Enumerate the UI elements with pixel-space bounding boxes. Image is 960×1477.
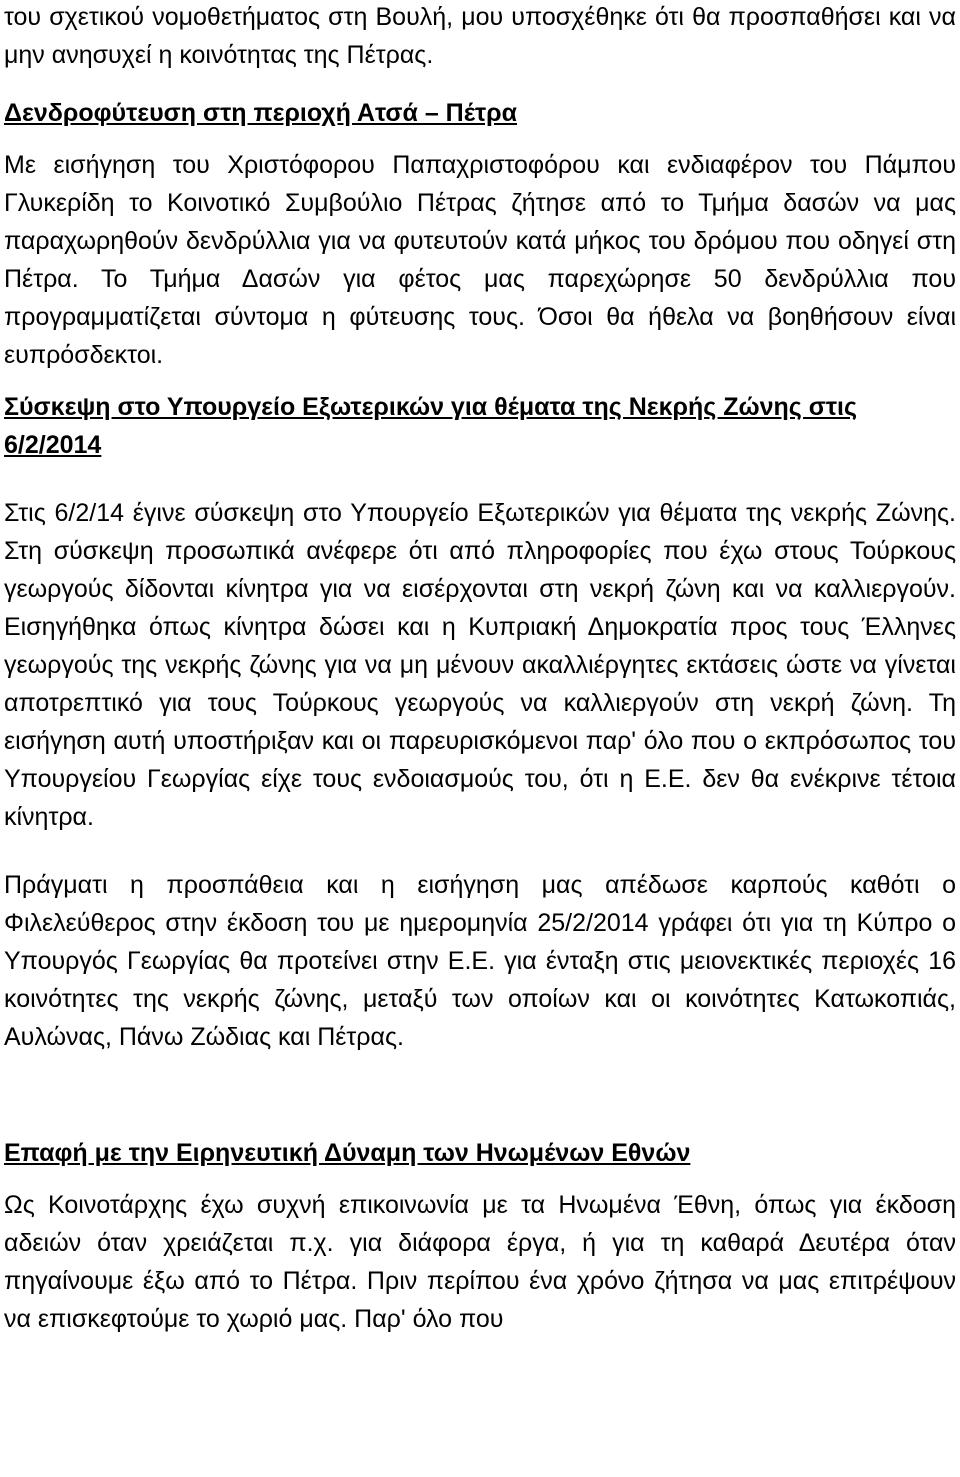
spacer [4, 132, 956, 146]
paragraph-foreign-ministry-meeting: Στις 6/2/14 έγινε σύσκεψη στο Υπουργείο Εξωτερικών για θέματα της νεκρής Ζώνης. Στη σύσκεψη προσωπικά ανέφερε ότι από πληροφορίες που έχω στους Τούρκους γεωργούς δίδονται κίνητρα για να εισέρχονται στη νεκρή ζώνη και να καλλιεργούν. Εισηγήθηκα όπως κίνητρα δώσει και η Κυπριακή Δημοκρατία προς τους Έλληνες γεωργούς της νεκρής ζώνης για να μη μένουν ακαλλιέργητες εκτάσεις ώστε να γίνεται αποτρεπτικό για τους Τούρκους γεωργούς να καλλιεργούν στη νεκρή ζώνη. Τη εισήγηση αυτή υποστήριξαν και οι παρευρισκόμενοι παρ' όλο που ο εκπρόσωπος του Υπουργείου Γεωργίας είχε τους ενδοιασμούς του, ότι η Ε.Ε. δεν θα ενέκρινε τέτοια κίνητρα. [4, 499, 956, 831]
spacer [4, 464, 956, 494]
spacer [4, 74, 956, 94]
spacer [4, 836, 956, 866]
spacer [4, 1056, 956, 1134]
heading-tree-planting: Δενδροφύτευση στη περιοχή Ατσά – Πέτρα [4, 99, 518, 127]
paragraph-intro: του σχετικού νομοθετήματος στη Βουλή, μου υποσχέθηκε ότι θα προσπαθήσει και να μην ανησυχεί η κοινότητας της Πέτρας. [4, 3, 956, 69]
paragraph-tree-planting: Με εισήγηση του Χριστόφορου Παπαχριστοφόρου και ενδιαφέρον του Πάμπου Γλυκερίδη το Κοινοτικό Συμβούλιο Πέτρας ζήτησε από το Τμήμα δασών να μας παραχωρηθούν δενδρύλλια για να φυτευτούν κατά μήκος του δρόμου που οδηγεί στη Πέτρα. Το Τμήμα Δασών για φέτος μας παρεχώρησε 50 δενδρύλλια που προγραμματίζεται σύντομα η φύτευσης τους. Όσοι θα ήθελα να βοηθήσουν είναι ευπρόσδεκτοι. [4, 151, 956, 369]
document-page [4, 0, 956, 1338]
paragraph-un-contact: Ως Κοινοτάρχης έχω συχνή επικοινωνία με τα Ηνωμένα Έθνη, όπως για έκδοση αδειών όταν χρειάζεται π.χ. για διάφορα έργα, ή για τη καθαρά Δευτέρα όταν πηγαίνουμε έξω από το Πέτρα. Πριν περίπου ένα χρόνο ζήτησα να μας επιτρέψουν να επισκεφτούμε το χωριό μας. Παρ' όλο που [4, 1191, 956, 1333]
spacer [4, 1172, 956, 1186]
paragraph-result: Πράγματι η προσπάθεια και η εισήγηση μας απέδωσε καρπούς καθότι ο Φιλελεύθερος στην έκδοση του με ημερομηνία 25/2/2014 γράφει ότι για τη Κύπρο ο Υπουργός Γεωργίας θα προτείνει στην Ε.Ε. για ένταξη στις μειονεκτικές περιοχές 16 κοινότητες της νεκρής ζώνης, μεταξύ των οποίων και οι κοινότητες Κατωκοπιάς, Αυλώνας, Πάνω Ζώδιας και Πέτρας. [4, 871, 956, 1051]
heading-foreign-ministry-meeting: Σύσκεψη στο Υπουργείο Εξωτερικών για θέματα της Νεκρής Ζώνης στις 6/2/2014 [4, 393, 857, 459]
heading-un-contact: Επαφή με την Ειρηνευτική Δύναμη των Ηνωμένων Εθνών [4, 1139, 691, 1167]
spacer [4, 374, 956, 388]
